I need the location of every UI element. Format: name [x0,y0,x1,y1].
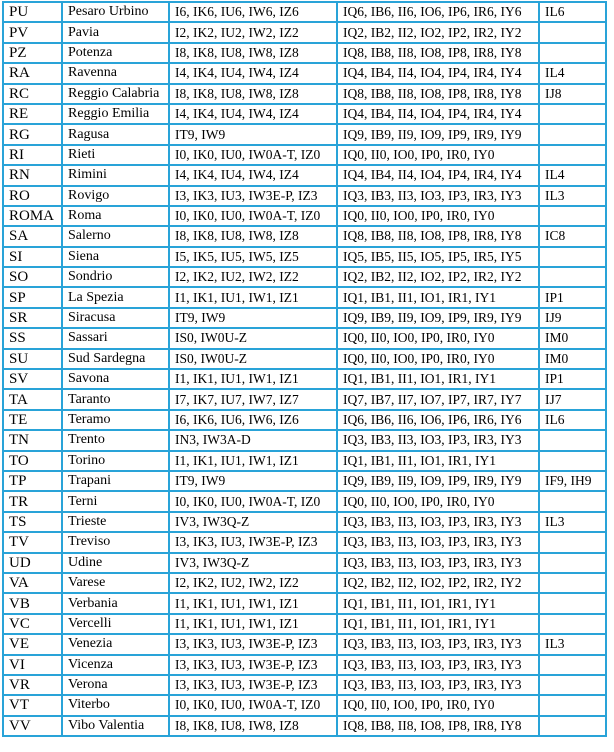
prefix-extra-cell: IL4 [540,64,607,84]
table-row [4,615,607,635]
table-row [4,452,607,472]
prefix-extra-cell [540,554,607,574]
prefix-group-b-cell: IQ0, II0, IO0, IP0, IR0, IY0 [338,329,540,349]
prefix-extra-cell [540,492,607,512]
province-code-cell: VI [4,656,63,676]
prefix-group-a-cell: I1, IK1, IU1, IW1, IZ1 [170,370,338,390]
prefix-group-b-cell: IQ6, IB6, II6, IO6, IP6, IR6, IY6 [338,411,540,431]
prefix-extra-cell [540,44,607,64]
prefix-extra-cell: IL3 [540,187,607,207]
prefix-group-a-cell: I0, IK0, IU0, IW0A-T, IZ0 [170,492,338,512]
prefix-extra-cell [540,248,607,268]
prefix-group-b-cell: IQ3, IB3, II3, IO3, IP3, IR3, IY3 [338,513,540,533]
province-name-cell: Ragusa [63,125,170,145]
province-name-cell: Ravenna [63,64,170,84]
table-row [4,64,607,84]
province-name-cell: Reggio Calabria [63,85,170,105]
prefix-extra-cell [540,268,607,288]
prefix-extra-cell [540,574,607,594]
province-code-cell: RE [4,105,63,125]
province-code-cell: RI [4,146,63,166]
table-row [4,472,607,492]
prefix-extra-cell: IL6 [540,3,607,23]
prefix-group-a-cell: I8, IK8, IU8, IW8, IZ8 [170,44,338,64]
prefix-group-a-cell: I2, IK2, IU2, IW2, IZ2 [170,574,338,594]
prefix-group-b-cell: IQ8, IB8, II8, IO8, IP8, IR8, IY8 [338,227,540,247]
prefix-group-a-cell: I2, IK2, IU2, IW2, IZ2 [170,268,338,288]
prefix-extra-cell: IJ9 [540,309,607,329]
table-row [4,207,607,227]
prefix-group-a-cell: IV3, IW3Q-Z [170,554,338,574]
province-code-cell: VE [4,635,63,655]
province-code-cell: PU [4,3,63,23]
prefix-extra-cell: IP1 [540,370,607,390]
province-name-cell: Sondrio [63,268,170,288]
prefix-group-a-cell: I0, IK0, IU0, IW0A-T, IZ0 [170,207,338,227]
prefix-group-a-cell: I3, IK3, IU3, IW3E-P, IZ3 [170,533,338,553]
prefix-extra-cell [540,431,607,451]
prefix-group-b-cell: IQ1, IB1, II1, IO1, IR1, IY1 [338,594,540,614]
prefix-extra-cell: IC8 [540,227,607,247]
prefix-group-b-cell: IQ8, IB8, II8, IO8, IP8, IR8, IY8 [338,717,540,737]
table-row [4,146,607,166]
prefix-group-b-cell: IQ5, IB5, II5, IO5, IP5, IR5, IY5 [338,248,540,268]
province-name-cell: Roma [63,207,170,227]
province-name-cell: Varese [63,574,170,594]
prefix-extra-cell [540,207,607,227]
prefix-group-b-cell: IQ3, IB3, II3, IO3, IP3, IR3, IY3 [338,431,540,451]
prefix-group-b-cell: IQ1, IB1, II1, IO1, IR1, IY1 [338,288,540,308]
table-row [4,309,607,329]
prefix-group-b-cell: IQ0, II0, IO0, IP0, IR0, IY0 [338,492,540,512]
province-code-cell: TO [4,452,63,472]
province-name-cell: Salerno [63,227,170,247]
prefix-group-b-cell: IQ8, IB8, II8, IO8, IP8, IR8, IY8 [338,44,540,64]
prefix-extra-cell [540,615,607,635]
province-name-cell: Teramo [63,411,170,431]
province-callsign-table [2,1,607,737]
prefix-group-a-cell: IS0, IW0U-Z [170,350,338,370]
province-name-cell: Viterbo [63,696,170,716]
prefix-group-a-cell: I1, IK1, IU1, IW1, IZ1 [170,615,338,635]
table-row [4,125,607,145]
province-code-cell: TR [4,492,63,512]
prefix-group-a-cell: IV3, IW3Q-Z [170,513,338,533]
province-name-cell: Venezia [63,635,170,655]
table-row [4,105,607,125]
table-row [4,268,607,288]
prefix-extra-cell [540,717,607,737]
prefix-extra-cell [540,105,607,125]
table-row [4,248,607,268]
prefix-group-a-cell: I8, IK8, IU8, IW8, IZ8 [170,227,338,247]
prefix-group-a-cell: I1, IK1, IU1, IW1, IZ1 [170,452,338,472]
prefix-group-a-cell: I3, IK3, IU3, IW3E-P, IZ3 [170,656,338,676]
prefix-extra-cell: IP1 [540,288,607,308]
province-code-cell: SR [4,309,63,329]
table-row [4,574,607,594]
province-name-cell: Pavia [63,23,170,43]
prefix-group-a-cell: I3, IK3, IU3, IW3E-P, IZ3 [170,187,338,207]
table-row [4,85,607,105]
table-row [4,390,607,410]
province-name-cell: Trieste [63,513,170,533]
province-name-cell: Rovigo [63,187,170,207]
prefix-group-a-cell: I5, IK5, IU5, IW5, IZ5 [170,248,338,268]
province-name-cell: Verona [63,676,170,696]
province-code-cell: TP [4,472,63,492]
prefix-group-a-cell: I3, IK3, IU3, IW3E-P, IZ3 [170,635,338,655]
prefix-extra-cell [540,452,607,472]
prefix-group-a-cell: I4, IK4, IU4, IW4, IZ4 [170,166,338,186]
prefix-group-b-cell: IQ0, II0, IO0, IP0, IR0, IY0 [338,350,540,370]
province-code-cell: RN [4,166,63,186]
prefix-group-a-cell: I2, IK2, IU2, IW2, IZ2 [170,23,338,43]
prefix-group-b-cell: IQ2, IB2, II2, IO2, IP2, IR2, IY2 [338,268,540,288]
prefix-extra-cell [540,696,607,716]
province-name-cell: Rimini [63,166,170,186]
province-code-cell: UD [4,554,63,574]
prefix-group-b-cell: IQ4, IB4, II4, IO4, IP4, IR4, IY4 [338,64,540,84]
province-code-cell: SI [4,248,63,268]
prefix-group-a-cell: I3, IK3, IU3, IW3E-P, IZ3 [170,676,338,696]
province-code-cell: SU [4,350,63,370]
province-code-cell: VT [4,696,63,716]
table-row [4,411,607,431]
table-row [4,288,607,308]
prefix-group-b-cell: IQ0, II0, IO0, IP0, IR0, IY0 [338,696,540,716]
table-row [4,44,607,64]
prefix-group-b-cell: IQ2, IB2, II2, IO2, IP2, IR2, IY2 [338,574,540,594]
prefix-group-b-cell: IQ8, IB8, II8, IO8, IP8, IR8, IY8 [338,85,540,105]
table-body [4,3,607,737]
prefix-extra-cell: IL6 [540,411,607,431]
table-row [4,350,607,370]
prefix-group-a-cell: I0, IK0, IU0, IW0A-T, IZ0 [170,146,338,166]
province-code-cell: TN [4,431,63,451]
document-page [2,1,607,737]
province-name-cell: Siracusa [63,309,170,329]
prefix-extra-cell: IM0 [540,350,607,370]
table-row [4,370,607,390]
prefix-group-a-cell: IN3, IW3A-D [170,431,338,451]
province-code-cell: SP [4,288,63,308]
province-name-cell: Potenza [63,44,170,64]
table-row [4,635,607,655]
prefix-group-a-cell: IS0, IW0U-Z [170,329,338,349]
province-code-cell: VB [4,594,63,614]
province-code-cell: VV [4,717,63,737]
table-row [4,492,607,512]
prefix-group-b-cell: IQ3, IB3, II3, IO3, IP3, IR3, IY3 [338,554,540,574]
prefix-group-b-cell: IQ9, IB9, II9, IO9, IP9, IR9, IY9 [338,472,540,492]
province-code-cell: PV [4,23,63,43]
province-name-cell: Siena [63,248,170,268]
province-name-cell: Rieti [63,146,170,166]
prefix-group-a-cell: I7, IK7, IU7, IW7, IZ7 [170,390,338,410]
province-name-cell: Terni [63,492,170,512]
prefix-extra-cell: IL3 [540,635,607,655]
prefix-group-b-cell: IQ1, IB1, II1, IO1, IR1, IY1 [338,615,540,635]
prefix-group-b-cell: IQ3, IB3, II3, IO3, IP3, IR3, IY3 [338,533,540,553]
province-name-cell: Torino [63,452,170,472]
prefix-group-b-cell: IQ3, IB3, II3, IO3, IP3, IR3, IY3 [338,676,540,696]
province-name-cell: Udine [63,554,170,574]
table-row [4,513,607,533]
table-row [4,329,607,349]
province-name-cell: Savona [63,370,170,390]
province-code-cell: RC [4,85,63,105]
table-row [4,656,607,676]
prefix-group-a-cell: I1, IK1, IU1, IW1, IZ1 [170,594,338,614]
prefix-extra-cell [540,23,607,43]
prefix-extra-cell [540,125,607,145]
prefix-extra-cell: IJ7 [540,390,607,410]
province-code-cell: SV [4,370,63,390]
prefix-extra-cell: IJ8 [540,85,607,105]
province-code-cell: VA [4,574,63,594]
province-code-cell: RA [4,64,63,84]
table-row [4,533,607,553]
province-name-cell: Treviso [63,533,170,553]
prefix-group-b-cell: IQ9, IB9, II9, IO9, IP9, IR9, IY9 [338,309,540,329]
table-row [4,594,607,614]
prefix-extra-cell: IL3 [540,513,607,533]
province-code-cell: RG [4,125,63,145]
prefix-extra-cell [540,146,607,166]
prefix-extra-cell: IL4 [540,166,607,186]
prefix-group-a-cell: I1, IK1, IU1, IW1, IZ1 [170,288,338,308]
province-name-cell: Vicenza [63,656,170,676]
prefix-extra-cell: IF9, IH9 [540,472,607,492]
table-row [4,187,607,207]
province-name-cell: Verbania [63,594,170,614]
province-name-cell: Taranto [63,390,170,410]
province-name-cell: Vercelli [63,615,170,635]
prefix-extra-cell [540,594,607,614]
prefix-group-b-cell: IQ1, IB1, II1, IO1, IR1, IY1 [338,370,540,390]
prefix-group-b-cell: IQ7, IB7, II7, IO7, IP7, IR7, IY7 [338,390,540,410]
province-code-cell: SO [4,268,63,288]
province-code-cell: TS [4,513,63,533]
province-name-cell: Vibo Valentia [63,717,170,737]
province-code-cell: TA [4,390,63,410]
prefix-group-b-cell: IQ3, IB3, II3, IO3, IP3, IR3, IY3 [338,187,540,207]
province-code-cell: SS [4,329,63,349]
prefix-group-b-cell: IQ0, II0, IO0, IP0, IR0, IY0 [338,146,540,166]
table-row [4,554,607,574]
province-name-cell: Pesaro Urbino [63,3,170,23]
prefix-extra-cell [540,656,607,676]
table-row [4,23,607,43]
prefix-group-b-cell: IQ9, IB9, II9, IO9, IP9, IR9, IY9 [338,125,540,145]
prefix-group-b-cell: IQ2, IB2, II2, IO2, IP2, IR2, IY2 [338,23,540,43]
province-name-cell: Sassari [63,329,170,349]
table-row [4,676,607,696]
prefix-group-a-cell: I8, IK8, IU8, IW8, IZ8 [170,85,338,105]
province-code-cell: VC [4,615,63,635]
table-row [4,227,607,247]
province-code-cell: TE [4,411,63,431]
table-row [4,431,607,451]
province-code-cell: ROMA [4,207,63,227]
prefix-extra-cell [540,533,607,553]
province-name-cell: Reggio Emilia [63,105,170,125]
prefix-group-b-cell: IQ0, II0, IO0, IP0, IR0, IY0 [338,207,540,227]
province-code-cell: VR [4,676,63,696]
prefix-group-a-cell: I8, IK8, IU8, IW8, IZ8 [170,717,338,737]
prefix-group-b-cell: IQ4, IB4, II4, IO4, IP4, IR4, IY4 [338,166,540,186]
province-code-cell: RO [4,187,63,207]
province-name-cell: Trapani [63,472,170,492]
prefix-group-b-cell: IQ3, IB3, II3, IO3, IP3, IR3, IY3 [338,656,540,676]
province-name-cell: Trento [63,431,170,451]
prefix-group-a-cell: IT9, IW9 [170,309,338,329]
prefix-extra-cell: IM0 [540,329,607,349]
province-code-cell: SA [4,227,63,247]
prefix-group-b-cell: IQ3, IB3, II3, IO3, IP3, IR3, IY3 [338,635,540,655]
prefix-group-a-cell: I6, IK6, IU6, IW6, IZ6 [170,3,338,23]
prefix-group-a-cell: IT9, IW9 [170,125,338,145]
province-name-cell: La Spezia [63,288,170,308]
province-code-cell: TV [4,533,63,553]
prefix-group-a-cell: IT9, IW9 [170,472,338,492]
prefix-group-b-cell: IQ1, IB1, II1, IO1, IR1, IY1 [338,452,540,472]
prefix-group-a-cell: I4, IK4, IU4, IW4, IZ4 [170,105,338,125]
province-code-cell: PZ [4,44,63,64]
table-row [4,696,607,716]
prefix-group-b-cell: IQ4, IB4, II4, IO4, IP4, IR4, IY4 [338,105,540,125]
table-row [4,717,607,737]
prefix-group-b-cell: IQ6, IB6, II6, IO6, IP6, IR6, IY6 [338,3,540,23]
prefix-group-a-cell: I6, IK6, IU6, IW6, IZ6 [170,411,338,431]
prefix-group-a-cell: I0, IK0, IU0, IW0A-T, IZ0 [170,696,338,716]
table-row [4,3,607,23]
prefix-group-a-cell: I4, IK4, IU4, IW4, IZ4 [170,64,338,84]
province-name-cell: Sud Sardegna [63,350,170,370]
table-row [4,166,607,186]
prefix-extra-cell [540,676,607,696]
